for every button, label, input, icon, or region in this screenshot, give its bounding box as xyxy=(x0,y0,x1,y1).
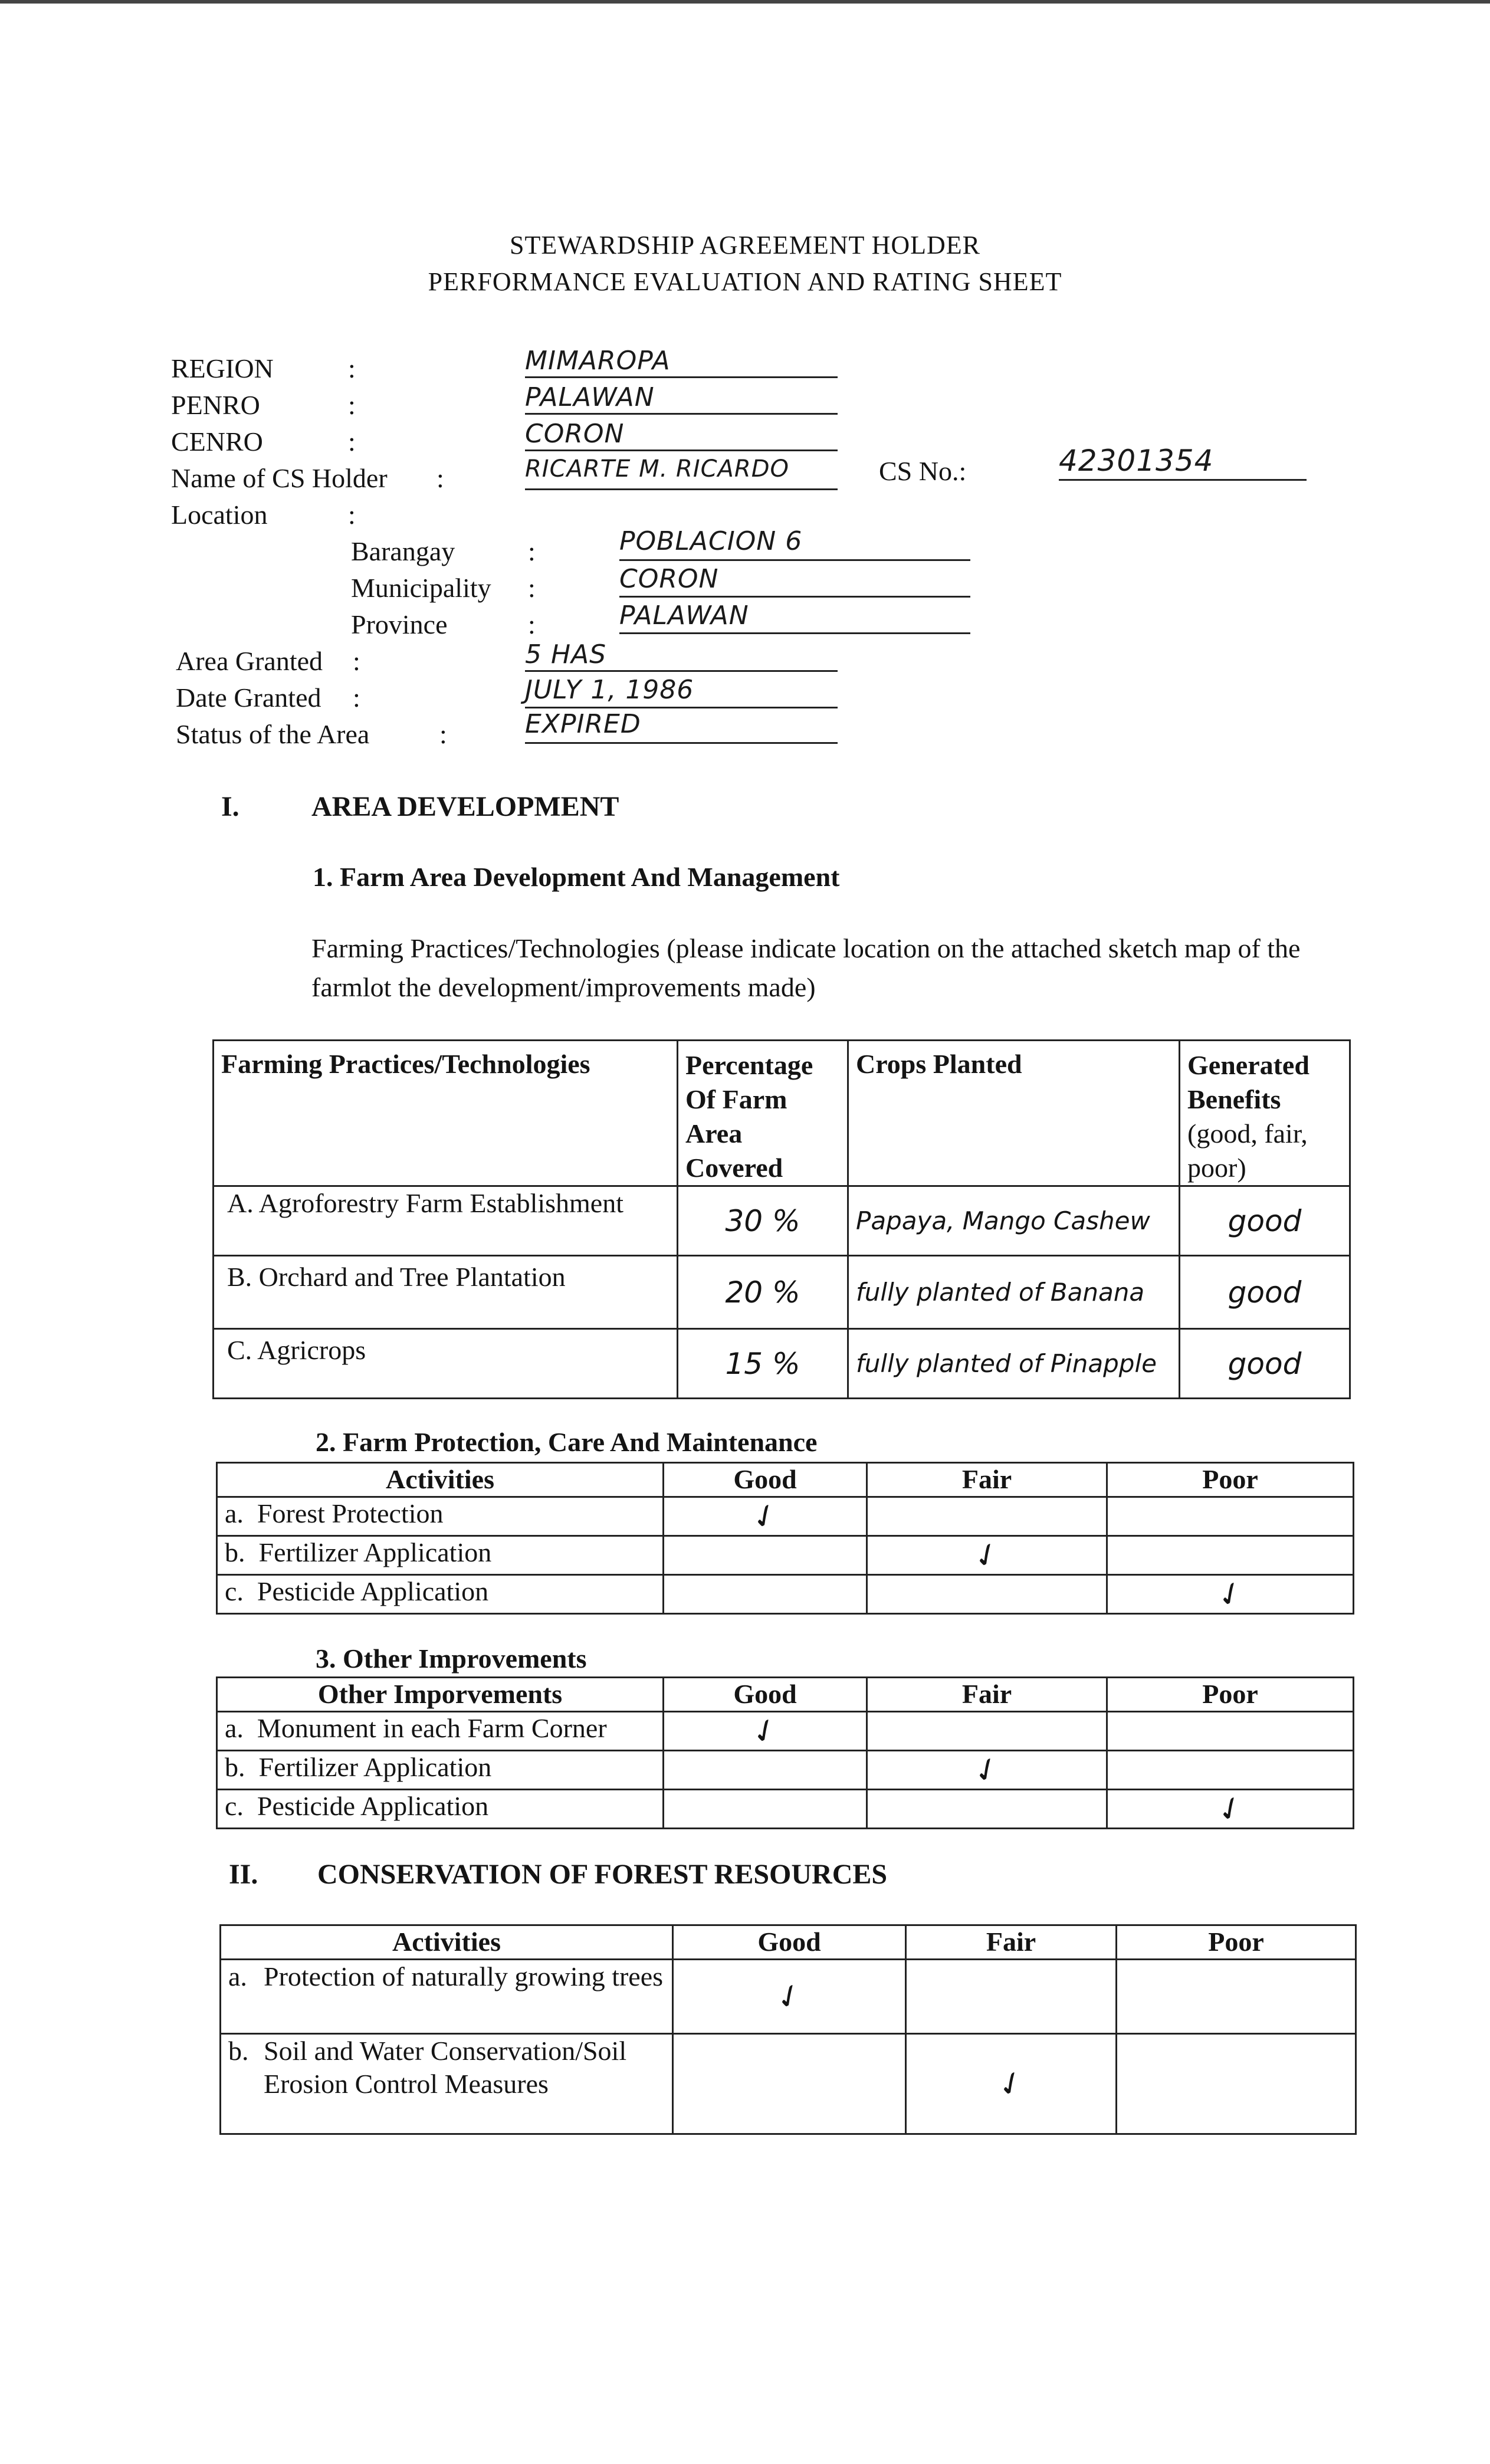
fair-cell xyxy=(867,1533,1107,1578)
activity-label: Soil and Water Conservation/Soil Erosion Control Measures xyxy=(264,2036,627,2099)
poor-cell xyxy=(1107,1712,1354,1751)
good-cell xyxy=(664,1790,867,1829)
section2-title: CONSERVATION OF FOREST RESOURCES xyxy=(317,1859,888,1890)
benefit-value: good xyxy=(1180,1186,1350,1256)
col-header-benefits xyxy=(1180,1041,1350,1186)
form-title-line1: STEWARDSHIP AGREEMENT HOLDER xyxy=(509,231,981,260)
farming-practices-instructions: Farming Practices/Technologies (please indicate location on the attached sketch map of the farmlot the development/improvements made) xyxy=(311,933,1301,1002)
form-title-line2: PERFORMANCE EVALUATION AND RATING SHEET xyxy=(428,267,1062,296)
cenro-label: CENRO xyxy=(171,426,263,457)
good-cell xyxy=(673,2034,906,2134)
subsection1-title: 1. Farm Area Development And Management xyxy=(313,862,840,892)
colon: : xyxy=(528,609,536,639)
col-header-poor: Poor xyxy=(1117,1925,1356,1960)
table-row xyxy=(217,1712,1354,1751)
penro-line xyxy=(525,382,838,415)
region-label: REGION xyxy=(171,353,274,383)
table-row xyxy=(214,1256,1350,1329)
penro-label: PENRO xyxy=(171,390,260,420)
good-cell xyxy=(673,1960,906,2034)
colon: : xyxy=(348,500,356,530)
region-line xyxy=(525,346,838,378)
good-cell xyxy=(664,1536,867,1575)
col-header-crops: Crops Planted xyxy=(848,1041,1180,1186)
col-header-good: Good xyxy=(664,1678,867,1712)
check-mark-icon: ✓ xyxy=(1210,1786,1251,1832)
csno-value: 42301354 xyxy=(1059,444,1214,478)
section2-number: II. xyxy=(229,1859,258,1890)
col-header-improvements: Other Imporvements xyxy=(217,1678,664,1712)
col-header-fair: Fair xyxy=(867,1463,1107,1497)
percentage-value: 30 % xyxy=(678,1186,848,1256)
status-line xyxy=(525,709,838,744)
practice-label: B. Orchard and Tree Plantation xyxy=(214,1256,678,1329)
row-letter: a. xyxy=(225,1498,244,1528)
other-improvements-table xyxy=(216,1676,1354,1832)
good-cell xyxy=(664,1575,867,1614)
fair-cell xyxy=(867,1575,1107,1614)
table-row xyxy=(217,1497,1354,1536)
municipality-value: CORON xyxy=(619,564,719,594)
col-header-practices: Farming Practices/Technologies xyxy=(214,1041,678,1186)
date-granted-label: Date Granted xyxy=(176,683,321,713)
colon: : xyxy=(348,353,356,383)
table-row xyxy=(217,1790,1354,1829)
check-mark-icon: ✓ xyxy=(967,1533,1007,1578)
holder-value: RICARTE M. RICARDO xyxy=(525,455,789,483)
status-label: Status of the Area xyxy=(176,719,370,749)
section1-title: AREA DEVELOPMENT xyxy=(311,791,619,822)
colon: : xyxy=(353,683,360,713)
poor-cell xyxy=(1107,1751,1354,1790)
percentage-value: 15 % xyxy=(678,1329,848,1399)
col-header-poor: Poor xyxy=(1107,1463,1354,1497)
poor-cell xyxy=(1117,1960,1356,2034)
improvement-cell xyxy=(217,1751,664,1790)
benefits-scale: (good, fair, poor) xyxy=(1187,1118,1308,1183)
section1-number: I. xyxy=(221,791,239,822)
region-value: MIMAROPA xyxy=(525,346,671,376)
row-letter: a. xyxy=(228,1961,247,1991)
improvement-cell xyxy=(217,1790,664,1829)
col-header-good: Good xyxy=(664,1463,867,1497)
check-mark-icon: ✓ xyxy=(769,1974,809,2019)
improvement-cell xyxy=(217,1712,664,1751)
cenro-line xyxy=(525,419,838,451)
improvement-label: Monument in each Farm Corner xyxy=(257,1713,607,1743)
colon: : xyxy=(437,463,444,493)
conservation-table xyxy=(219,1924,1357,2135)
poor-cell xyxy=(1107,1571,1354,1617)
row-letter: c. xyxy=(225,1791,244,1821)
col-header-percentage: Percentage Of Farm Area Covered xyxy=(678,1041,848,1186)
row-letter: a. xyxy=(225,1713,244,1743)
province-value: PALAWAN xyxy=(619,601,749,631)
benefit-value: good xyxy=(1180,1329,1350,1399)
fair-cell xyxy=(867,1747,1107,1793)
penro-value: PALAWAN xyxy=(525,382,655,412)
fair-cell xyxy=(867,1497,1107,1536)
colon: : xyxy=(348,390,356,420)
crops-value: fully planted of Pinapple xyxy=(848,1329,1180,1399)
practice-label: C. Agricrops xyxy=(214,1329,678,1399)
fair-cell xyxy=(867,1712,1107,1751)
check-mark-icon: ✓ xyxy=(967,1747,1007,1793)
activity-cell xyxy=(217,1497,664,1536)
activity-label: Fertilizer Application xyxy=(258,1537,492,1567)
row-letter: b. xyxy=(228,2036,249,2066)
barangay-value: POBLACION 6 xyxy=(619,526,803,556)
improvement-label: Fertilizer Application xyxy=(258,1752,492,1782)
crops-value: fully planted of Banana xyxy=(848,1256,1180,1329)
date-granted-line xyxy=(525,675,838,708)
poor-cell xyxy=(1107,1786,1354,1832)
col-header-fair: Fair xyxy=(906,1925,1117,1960)
benefit-value: good xyxy=(1180,1256,1350,1329)
row-letter: b. xyxy=(225,1537,245,1567)
good-cell xyxy=(664,1708,867,1754)
activity-label: Protection of naturally growing trees xyxy=(264,1961,664,1991)
subsection2-title: 2. Farm Protection, Care And Maintenance xyxy=(316,1427,818,1457)
municipality-label: Municipality xyxy=(351,573,491,603)
cenro-value: CORON xyxy=(525,419,625,449)
table-row xyxy=(217,1536,1354,1575)
improvement-label: Pesticide Application xyxy=(257,1791,489,1821)
col-header-good: Good xyxy=(673,1925,906,1960)
col-header-fair: Fair xyxy=(867,1678,1107,1712)
poor-cell xyxy=(1107,1536,1354,1575)
poor-cell xyxy=(1107,1497,1354,1536)
table-row xyxy=(214,1186,1350,1256)
province-line xyxy=(619,601,970,634)
activity-cell xyxy=(221,1960,673,2034)
good-cell xyxy=(664,1751,867,1790)
check-mark-icon: ✓ xyxy=(745,1708,785,1754)
colon: : xyxy=(528,536,536,566)
poor-cell xyxy=(1117,2034,1356,2134)
province-label: Province xyxy=(351,609,448,639)
location-label: Location xyxy=(171,500,268,530)
page-top-border xyxy=(0,0,1490,4)
activity-cell xyxy=(217,1575,664,1614)
colon: : xyxy=(353,646,360,676)
farm-protection-table xyxy=(216,1462,1354,1615)
area-granted-line xyxy=(525,639,838,672)
csno-line xyxy=(1059,444,1307,481)
check-mark-icon: ✓ xyxy=(1210,1571,1251,1617)
activity-label: Forest Protection xyxy=(257,1498,444,1528)
colon: : xyxy=(439,719,447,749)
holder-line xyxy=(525,455,838,490)
area-granted-value: 5 HAS xyxy=(525,639,607,670)
fair-cell xyxy=(867,1790,1107,1829)
farming-practices-table xyxy=(212,1039,1351,1399)
barangay-label: Barangay xyxy=(351,536,455,566)
row-letter: c. xyxy=(225,1576,244,1606)
table-row xyxy=(217,1575,1354,1614)
municipality-line xyxy=(619,564,970,598)
activity-label: Pesticide Application xyxy=(257,1576,489,1606)
subsection3-title: 3. Other Improvements xyxy=(316,1643,587,1674)
check-mark-icon: ✓ xyxy=(991,2061,1031,2107)
percentage-value: 20 % xyxy=(678,1256,848,1329)
good-cell xyxy=(664,1494,867,1539)
check-mark-icon: ✓ xyxy=(745,1494,785,1539)
table-row xyxy=(221,2034,1356,2134)
col-header-activities: Activities xyxy=(221,1925,673,1960)
area-granted-label: Area Granted xyxy=(176,646,323,676)
activity-cell xyxy=(221,2034,673,2134)
fair-cell xyxy=(906,2034,1117,2134)
colon: : xyxy=(348,426,356,457)
col-header-activities: Activities xyxy=(217,1463,664,1497)
fair-cell xyxy=(906,1960,1117,2034)
crops-value: Papaya, Mango Cashew xyxy=(848,1186,1180,1256)
table-row xyxy=(217,1751,1354,1790)
practice-label: A. Agroforestry Farm Establishment xyxy=(214,1186,678,1256)
table-row xyxy=(221,1960,1356,2034)
benefits-heading: Generated Benefits xyxy=(1187,1050,1310,1114)
date-granted-value: JULY 1, 1986 xyxy=(525,675,694,705)
csno-label: CS No.: xyxy=(879,456,967,486)
col-header-poor: Poor xyxy=(1107,1678,1354,1712)
status-value: EXPIRED xyxy=(525,709,641,739)
table-row xyxy=(214,1329,1350,1399)
barangay-line xyxy=(619,526,970,561)
holder-label: Name of CS Holder xyxy=(171,463,388,493)
activity-cell xyxy=(217,1536,664,1575)
colon: : xyxy=(528,573,536,603)
row-letter: b. xyxy=(225,1752,245,1782)
